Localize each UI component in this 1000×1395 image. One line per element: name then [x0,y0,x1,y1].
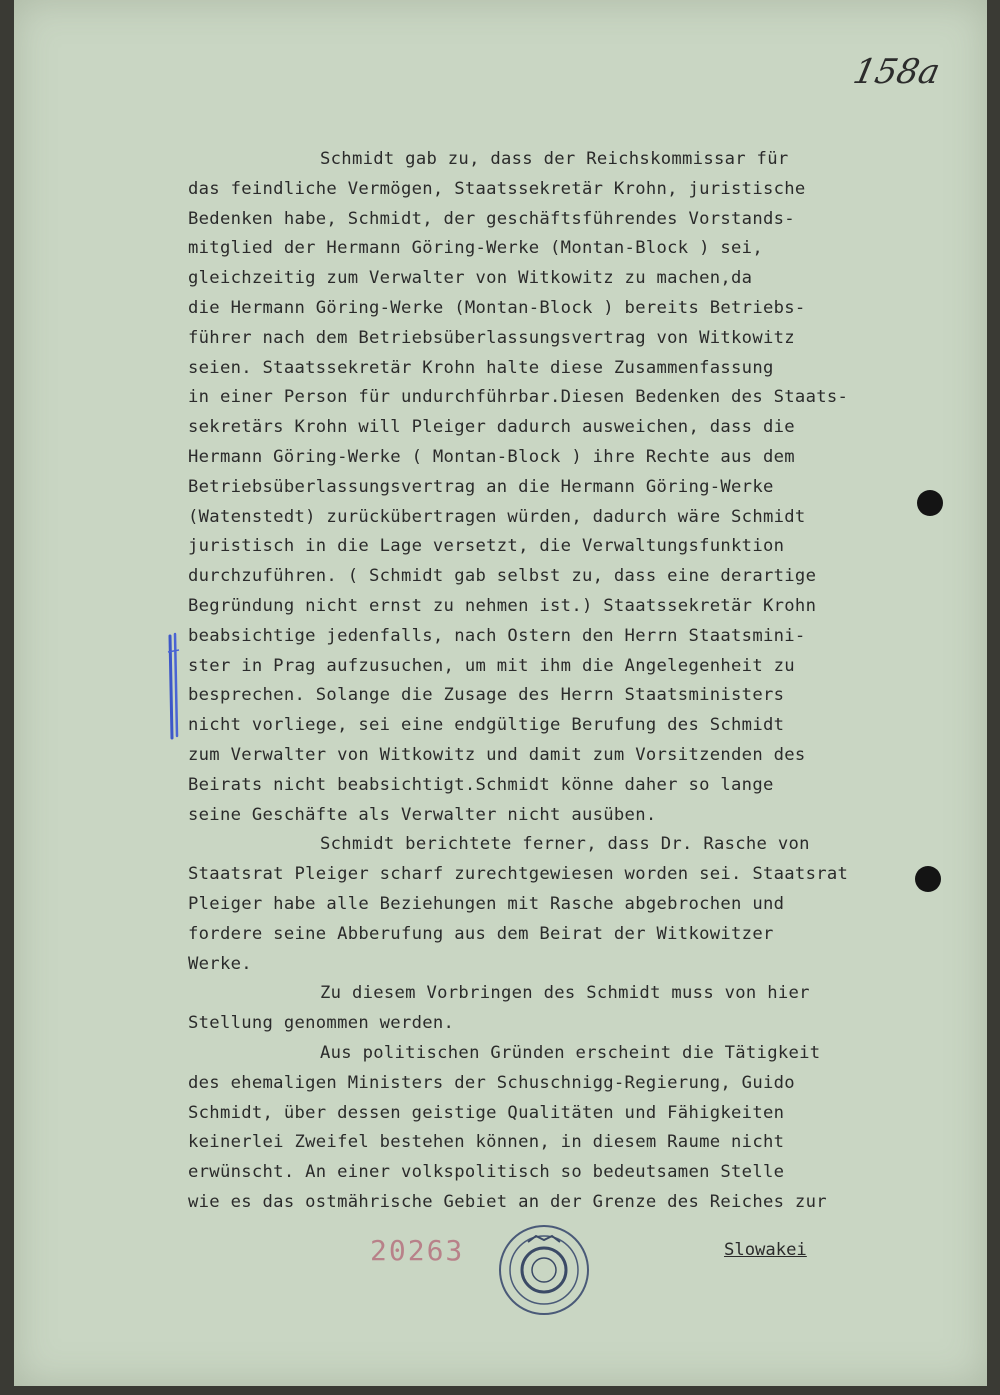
text-line: Aus politischen Gründen erscheint die Tätigkeit [320,1042,821,1063]
text-line: durchzuführen. ( Schmidt gab selbst zu, dass eine derartige [188,566,817,587]
text-line: beabsichtige jedenfalls, nach Ostern den Herrn Staatsmini- [188,625,806,646]
text-line: die Hermann Göring-Werke (Montan-Block ) bereits Betriebs- [188,297,806,318]
text-line: seine Geschäfte als Verwalter nicht ausüben. [188,804,657,825]
text-line: Schmidt gab zu, dass der Reichskommissar für [320,149,789,169]
document-page [14,0,987,1386]
text-line: wie es das ostmährische Gebiet an der Grenze des Reiches zur [188,1191,827,1212]
text-line: erwünscht. An einer volkspolitisch so bedeutsamen Stelle [188,1162,785,1183]
text-line: Schmidt berichtete ferner, dass Dr. Rasche von [320,834,810,855]
text-line: Staatsrat Pleiger scharf zurechtgewiesen worden sei. Staatsrat [188,864,849,885]
text-line: in einer Person für undurchführbar.Diesen Bedenken des Staats- [188,387,849,408]
text-line: führer nach dem Betriebsüberlassungsvertrag von Witkowitz [188,327,795,348]
catchword-next-page: Slowakei [724,1240,807,1260]
text-line: Beirats nicht beabsichtigt.Schmidt könne daher so lange [188,774,774,795]
stamped-document-number: 20263 [370,1234,465,1267]
text-line: fordere seine Abberufung aus dem Beirat der Witkowitzer [188,923,774,944]
punch-hole-top [917,490,943,516]
text-line: sekretärs Krohn will Pleiger dadurch ausweichen, dass die [188,417,795,438]
blue-pencil-margin-mark [164,632,184,742]
text-line: Schmidt, über dessen geistige Qualitäten und Fähigkeiten [188,1102,785,1123]
text-line: zum Verwalter von Witkowitz und damit zum Vorsitzenden des [188,744,806,765]
typed-body-text [188,145,948,1218]
handwritten-page-number: 158a [849,52,944,92]
text-line: nicht vorliege, sei eine endgültige Berufung des Schmidt [188,715,785,736]
text-line: Hermann Göring-Werke ( Montan-Block ) ihre Rechte aus dem [188,446,795,467]
punch-hole-bottom [915,866,941,892]
text-line: Bedenken habe, Schmidt, der geschäftsführendes Vorstands- [188,208,795,229]
text-line: Begründung nicht ernst zu nehmen ist.) Staatssekretär Krohn [188,595,817,616]
text-line: juristisch in die Lage versetzt, die Verwaltungsfunktion [188,536,785,557]
text-line: das feindliche Vermögen, Staatssekretär Krohn, juristische [188,178,806,199]
text-line: Stellung genommen werden. [188,1013,455,1034]
text-line: seien. Staatssekretär Krohn halte diese Zusammenfassung [188,357,774,378]
text-line: gleichzeitig zum Verwalter von Witkowitz zu machen,da [188,268,753,289]
text-line: Werke. [188,953,252,974]
text-line: ster in Prag aufzusuchen, um mit ihm die Angelegenheit zu [188,655,795,676]
text-line: besprechen. Solange die Zusage des Herrn Staatsministers [188,685,785,706]
text-line: Pleiger habe alle Beziehungen mit Rasche abgebrochen und [188,893,785,914]
text-line: (Watenstedt) zurückübertragen würden, dadurch wäre Schmidt [188,506,806,527]
text-line: des ehemaligen Ministers der Schuschnigg-Regierung, Guido [188,1072,795,1093]
text-line: Zu diesem Vorbringen des Schmidt muss von hier [320,983,810,1004]
text-line: Betriebsüberlassungsvertrag an die Hermann Göring-Werke [188,476,774,497]
text-line: keinerlei Zweifel bestehen können, in diesem Raume nicht [188,1132,785,1153]
text-line: mitglied der Hermann Göring-Werke (Montan-Block ) sei, [188,238,763,259]
archive-seal-stamp [496,1222,592,1318]
